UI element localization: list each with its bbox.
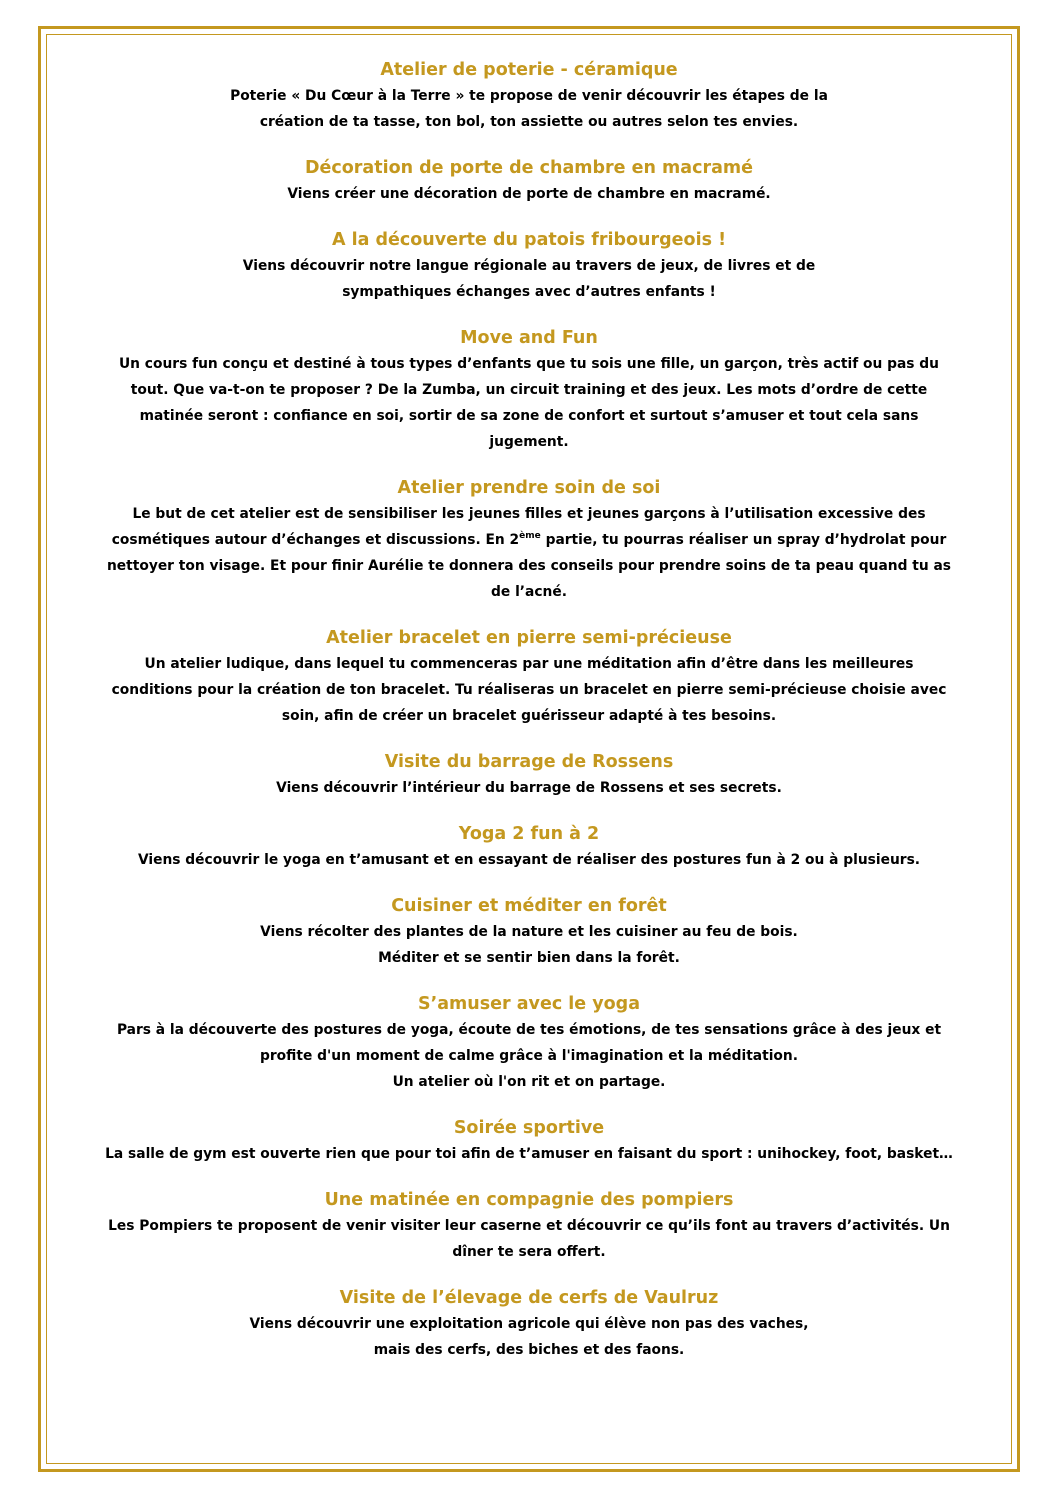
activity-text-part: partie, tu pourras réaliser un spray d’hydrolat pour — [540, 532, 947, 548]
activity-title: Move and Fun — [460, 328, 598, 348]
activity-patois — [56, 228, 1002, 305]
activity-poterie — [56, 58, 1002, 135]
activity-text: sympathiques échanges avec d’autres enfants ! — [342, 284, 716, 300]
activity-title: Visite du barrage de Rossens — [384, 752, 674, 772]
activity-macrame — [56, 156, 1002, 207]
activity-text: matinée seront : confiance en soi, sortir de sa zone de confort et surtout s’amuser et tout cela sans — [139, 408, 919, 424]
activity-text — [56, 527, 1002, 553]
activity-text: de l’acné. — [491, 584, 567, 600]
activity-text: dîner te sera offert. — [452, 1244, 606, 1260]
activity-text: soin, afin de créer un bracelet guérisseur adapté à tes besoins. — [281, 708, 777, 724]
activity-bracelet — [56, 626, 1002, 729]
activity-text: nettoyer ton visage. Et pour finir Aurélie te donnera des conseils pour prendre soins de ta peau quand tu as — [106, 558, 951, 574]
activity-samuser-yoga — [56, 992, 1002, 1095]
activity-text: profite d'un moment de calme grâce à l'imagination et la méditation. — [260, 1048, 798, 1064]
activity-text: Viens découvrir notre langue régionale au travers de jeux, de livres et de — [242, 258, 816, 274]
activity-title: Atelier bracelet en pierre semi-précieuse — [326, 628, 732, 648]
activity-text: La salle de gym est ouverte rien que pour toi afin de t’amuser en faisant du sport : unihockey, foot, basket… — [105, 1146, 953, 1162]
activity-text: Pars à la découverte des postures de yoga, écoute de tes émotions, de tes sensations grâce à des jeux et — [116, 1022, 942, 1038]
activity-text: création de ta tasse, ton bol, ton assiette ou autres selon tes envies. — [259, 114, 799, 130]
activity-text: Viens découvrir l’intérieur du barrage de Rossens et ses secrets. — [276, 780, 782, 796]
activity-cerfs-vaulruz — [56, 1286, 1002, 1363]
activity-title: Une matinée en compagnie des pompiers — [324, 1190, 734, 1210]
activity-title: Visite de l’élevage de cerfs de Vaulruz — [339, 1288, 719, 1308]
activity-text: Viens créer une décoration de porte de chambre en macramé. — [287, 186, 771, 202]
activity-soiree-sportive — [56, 1116, 1002, 1167]
activity-title: Atelier prendre soin de soi — [397, 478, 661, 498]
activity-text: Viens découvrir une exploitation agricole qui élève non pas des vaches, — [249, 1316, 809, 1332]
activity-title: Soirée sportive — [453, 1118, 605, 1138]
activity-yoga-2-fun — [56, 822, 1002, 873]
activity-title: Atelier de poterie - céramique — [380, 60, 678, 80]
activity-pompiers — [56, 1188, 1002, 1265]
activity-text: jugement. — [489, 434, 569, 450]
activity-text: Viens récolter des plantes de la nature et les cuisiner au feu de bois. — [260, 924, 798, 940]
activity-title: Décoration de porte de chambre en macramé — [304, 158, 754, 178]
activity-text: tout. Que va-t-on te proposer ? De la Zumba, un circuit training et des jeux. Les mots d’ordre de cette — [130, 382, 928, 398]
activity-move-and-fun — [56, 326, 1002, 455]
activity-text: Poterie « Du Cœur à la Terre » te propose de venir découvrir les étapes de la — [230, 88, 828, 104]
activity-soin-de-soi — [56, 476, 1002, 605]
activity-text: Le but de cet atelier est de sensibiliser les jeunes filles et jeunes garçons à l’utilisation excessive des — [132, 506, 926, 522]
activities-list — [56, 58, 1002, 1384]
ordinal-superscript: ème — [519, 531, 541, 541]
activity-title: Cuisiner et méditer en forêt — [391, 896, 667, 916]
activity-text-part: cosmétiques autour d’échanges et discussions. En 2 — [111, 532, 520, 548]
activity-text: Méditer et se sentir bien dans la forêt. — [378, 950, 680, 966]
activity-text: mais des cerfs, des biches et des faons. — [373, 1342, 685, 1358]
activity-text: conditions pour la création de ton bracelet. Tu réaliseras un bracelet en pierre semi-précieuse choisie avec — [111, 682, 947, 698]
activity-text: Un atelier où l'on rit et on partage. — [392, 1074, 666, 1090]
activity-barrage — [56, 750, 1002, 801]
activity-text: Un cours fun conçu et destiné à tous types d’enfants que tu sois une fille, un garçon, très actif ou pas du — [118, 356, 940, 372]
activity-title: Yoga 2 fun à 2 — [458, 824, 600, 844]
activity-text: Un atelier ludique, dans lequel tu commenceras par une méditation afin d’être dans les meilleures — [144, 656, 914, 672]
activity-title: A la découverte du patois fribourgeois ! — [331, 230, 727, 250]
activity-text: Viens découvrir le yoga en t’amusant et en essayant de réaliser des postures fun à 2 ou à plusieurs. — [137, 852, 921, 868]
activity-title: S’amuser avec le yoga — [417, 994, 641, 1014]
activity-cuisiner-foret — [56, 894, 1002, 971]
activity-text: Les Pompiers te proposent de venir visiter leur caserne et découvrir ce qu’ils font au travers d’activités. Un — [108, 1218, 950, 1234]
